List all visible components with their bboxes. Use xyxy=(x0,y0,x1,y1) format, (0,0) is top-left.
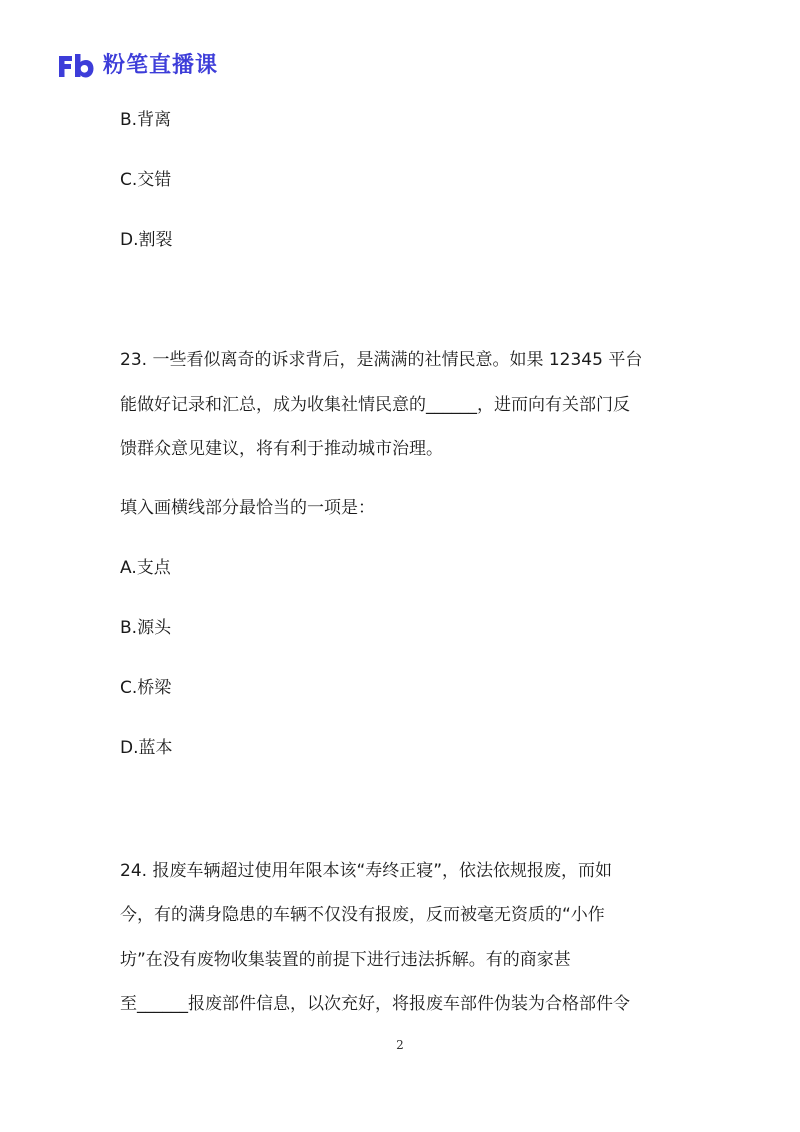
q23-text-line-2: 能做好记录和汇总，成为收集社情民意的______，进而向有关部门反 xyxy=(120,395,630,415)
q22-option-b: B.背离 xyxy=(120,110,172,130)
page-number: 2 xyxy=(396,1038,404,1052)
q23-option-a: A.支点 xyxy=(120,558,171,578)
brand-logo xyxy=(57,52,218,80)
q23-option-c: C.桥梁 xyxy=(120,678,172,698)
brand-name: 粉笔直播课 xyxy=(103,53,219,78)
q22-option-d: D.割裂 xyxy=(120,230,173,250)
q24-text-line-3: 坊”在没有废物收集装置的前提下进行违法拆解。有的商家甚 xyxy=(120,950,571,970)
q22-option-c: C.交错 xyxy=(120,170,172,190)
q23-text-line-1: 23. 一些看似离奇的诉求背后，是满满的社情民意。如果 12345 平台 xyxy=(120,350,643,370)
q23-prompt: 填入画横线部分最恰当的一项是： xyxy=(120,498,375,518)
q23-option-d: D.蓝本 xyxy=(120,738,173,758)
q24-text-line-2: 今，有的满身隐患的车辆不仅没有报废，反而被毫无资质的“小作 xyxy=(120,905,605,925)
fb-logo-icon xyxy=(57,52,95,80)
q24-text-line-1: 24. 报废车辆超过使用年限本该“寿终正寝”，依法依规报废，而如 xyxy=(120,861,613,881)
q23-text-line-3: 馈群众意见建议，将有利于推动城市治理。 xyxy=(120,439,443,459)
q24-text-line-4: 至______报废部件信息，以次充好，将报废车部件伪装为合格部件令 xyxy=(120,994,630,1014)
q23-option-b: B.源头 xyxy=(120,618,172,638)
